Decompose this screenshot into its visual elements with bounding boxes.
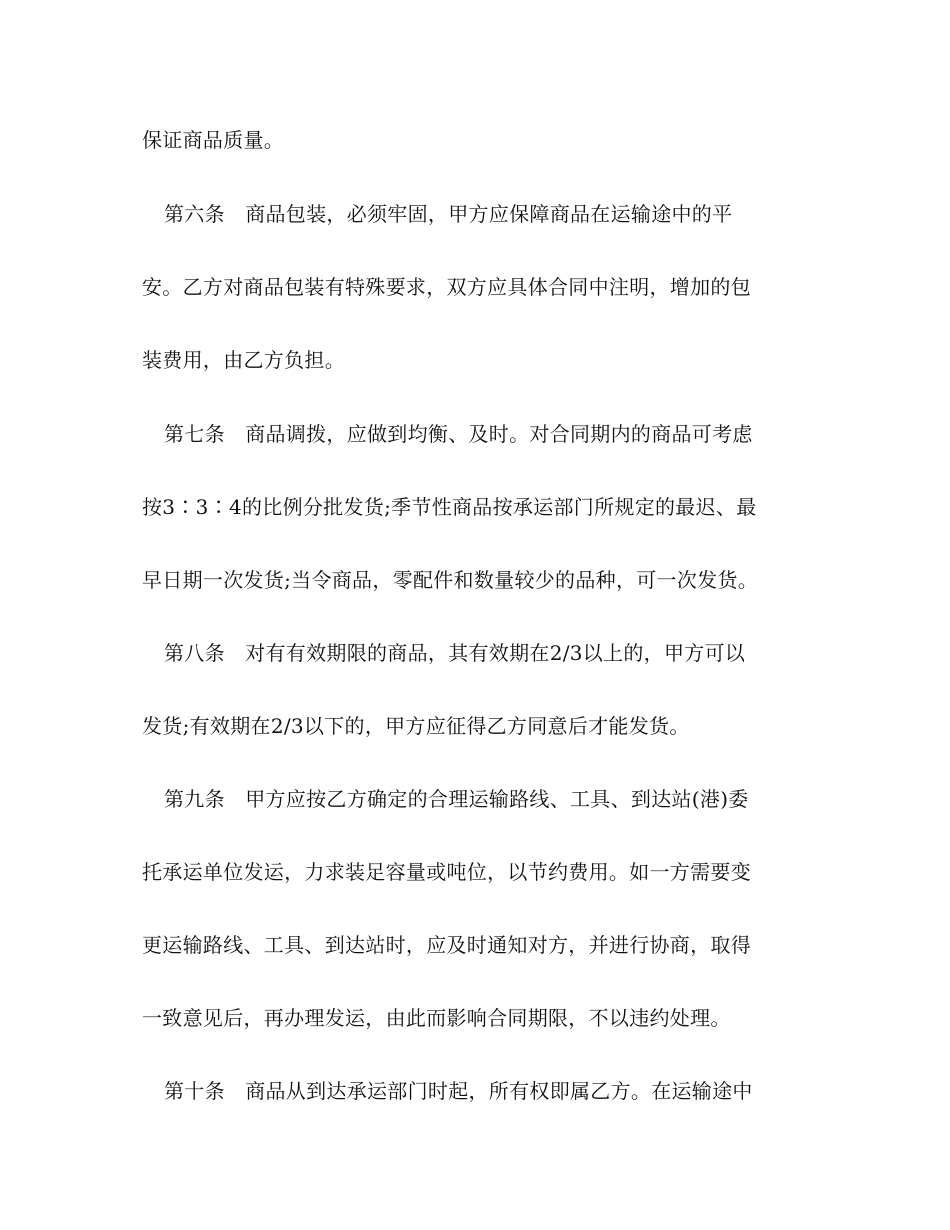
text-line: 保证商品质量。 — [142, 128, 285, 152]
text-line: 按3∶3∶4的比例分批发货;季节性商品按承运部门所规定的最迟、最 — [142, 495, 757, 519]
text-line: 装费用，由乙方负担。 — [142, 348, 345, 372]
article-7-heading-line: 第七条 商品调拨，应做到均衡、及时。对合同期内的商品可考虑 — [164, 422, 753, 446]
text-line: 托承运单位发运，力求装足容量或吨位，以节约费用。如一方需要变 — [142, 860, 751, 884]
article-10-heading-line: 第十条 商品从到达承运部门时起，所有权即属乙方。在运输途中 — [164, 1079, 753, 1103]
text-line: 安。乙方对商品包装有特殊要求，双方应具体合同中注明，增加的包 — [142, 275, 751, 299]
text-line: 更运输路线、工具、到达站时，应及时通知对方，并进行协商，取得 — [142, 933, 751, 957]
article-6-heading-line: 第六条 商品包装，必须牢固，甲方应保障商品在运输途中的平 — [164, 202, 733, 226]
text-line: 早日期一次发货;当令商品，零配件和数量较少的品种，可一次发货。 — [142, 568, 759, 592]
text-line: 一致意见后，再办理发运，由此而影响合同期限，不以违约处理。 — [142, 1006, 731, 1030]
text-line: 发货;有效期在2/3以下的，甲方应征得乙方同意后才能发货。 — [142, 714, 690, 738]
article-9-heading-line: 第九条 甲方应按乙方确定的合理运输路线、工具、到达站(港)委 — [164, 787, 749, 811]
article-8-heading-line: 第八条 对有有效期限的商品，其有效期在2/3以上的，甲方可以 — [164, 641, 746, 665]
